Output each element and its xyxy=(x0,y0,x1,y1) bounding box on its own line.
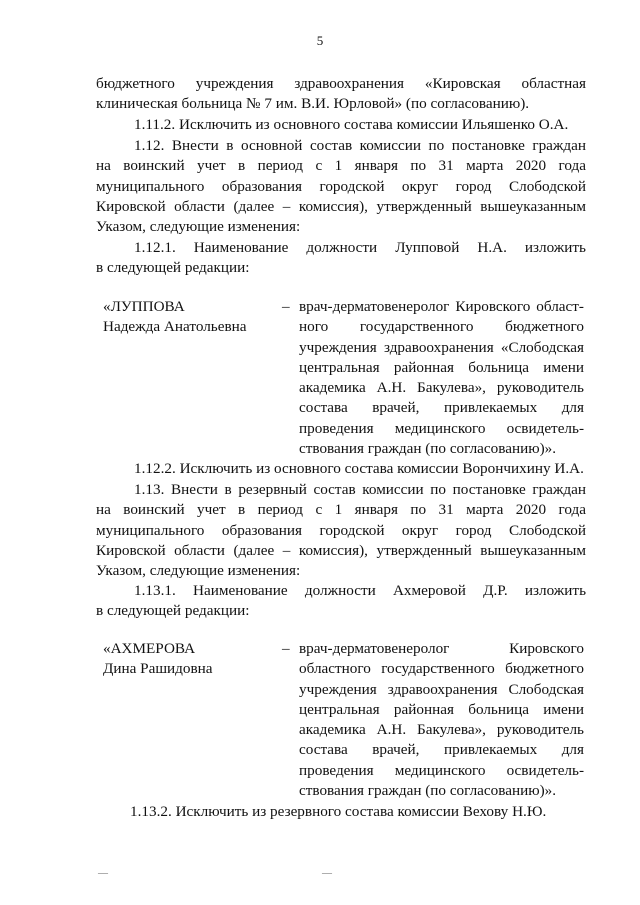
scan-mark: — xyxy=(98,868,108,879)
text-line: на воинский учет в период с 1 января по 31 марта 2020 года xyxy=(96,157,586,175)
entry-description xyxy=(299,639,584,801)
text-line: учреждения здравоохранения «Слободская xyxy=(299,338,584,356)
text-line: ного государственного бюджетного xyxy=(299,318,584,336)
entry-dash: – xyxy=(282,298,290,315)
text-line: врач-дерматовенеролог Кировского xyxy=(299,640,584,657)
entry-name xyxy=(103,297,247,338)
scan-mark: — xyxy=(322,868,332,879)
text-line: ствования граждан (по согласованию)». xyxy=(299,782,557,800)
text-line: состава врачей, привлекаемых для xyxy=(299,399,584,417)
paragraph-1-13-2: 1.13.2. Исключить из резервного состава комиссии Вехову Н.Ю. xyxy=(130,803,547,820)
text-line: клиническая больница № 7 им. В.И. Юрловой» (по согласованию). xyxy=(96,95,530,113)
entry-surname: «ЛУППОВА xyxy=(103,298,185,315)
text-line: на воинский учет в период с 1 января по 31 марта 2020 года xyxy=(96,501,586,519)
text-line: муниципального образования городской округ город Слободской xyxy=(96,177,586,195)
paragraph-intro xyxy=(96,74,586,115)
text-line: 1.12. Внести в основной состав комиссии по постановке граждан xyxy=(134,137,586,154)
text-line: ствования граждан (по согласованию)». xyxy=(299,440,557,458)
text-line: бюджетного учреждения здравоохранения «Кировская областная xyxy=(96,75,586,92)
entry-dash: – xyxy=(282,640,290,657)
text-line: состава врачей, привлекаемых для xyxy=(299,741,584,759)
entry-given-name: Дина Рашидовна xyxy=(103,660,213,678)
paragraph-1-12-2: 1.12.2. Исключить из основного состава комиссии Ворончихину И.А. xyxy=(134,460,584,477)
text-line: центральная районная больница имени xyxy=(299,358,584,376)
text-line: врач-дерматовенеролог Кировского област- xyxy=(299,298,584,315)
text-line: академика А.Н. Бакулева», руководитель xyxy=(299,379,584,397)
text-line: 1.12.1. Наименование должности Лупповой Н.А. изложить xyxy=(134,239,586,256)
text-line: в следующей редакции: xyxy=(96,259,250,277)
text-line: Кировской области (далее – комиссия), утвержденный вышеуказанным xyxy=(96,197,586,215)
text-line: академика А.Н. Бакулева», руководитель xyxy=(299,721,584,739)
text-line: центральная районная больница имени xyxy=(299,700,584,718)
text-line: 1.13. Внести в резервный состав комиссии по постановке граждан xyxy=(134,481,586,498)
text-line: Указом, следующие изменения: xyxy=(96,218,301,236)
paragraph-1-13 xyxy=(96,480,586,581)
entry-given-name: Надежда Анатольевна xyxy=(103,318,247,336)
text-line: проведения медицинского освидетель- xyxy=(299,761,584,779)
text-line: Кировской области (далее – комиссия), утвержденный вышеуказанным xyxy=(96,541,586,559)
entry-description xyxy=(299,297,584,459)
page-number: 5 xyxy=(316,33,324,48)
text-line: 1.13.1. Наименование должности Ахмеровой Д.Р. изложить xyxy=(134,582,586,599)
paragraph-1-13-1 xyxy=(96,581,586,622)
text-line: проведения медицинского освидетель- xyxy=(299,419,584,437)
paragraph-1-12-1 xyxy=(96,238,586,279)
entry-surname: «АХМЕРОВА xyxy=(103,640,196,657)
text-line: Указом, следующие изменения: xyxy=(96,562,301,580)
paragraph-1-11-2: 1.11.2. Исключить из основного состава комиссии Ильяшенко О.А. xyxy=(134,116,569,133)
text-line: муниципального образования городской округ город Слободской xyxy=(96,521,586,539)
paragraph-1-12 xyxy=(96,136,586,237)
text-line: в следующей редакции: xyxy=(96,602,250,620)
text-line: областного государственного бюджетного xyxy=(299,660,584,678)
entry-name xyxy=(103,639,213,680)
text-line: учреждения здравоохранения Слободская xyxy=(299,680,584,698)
